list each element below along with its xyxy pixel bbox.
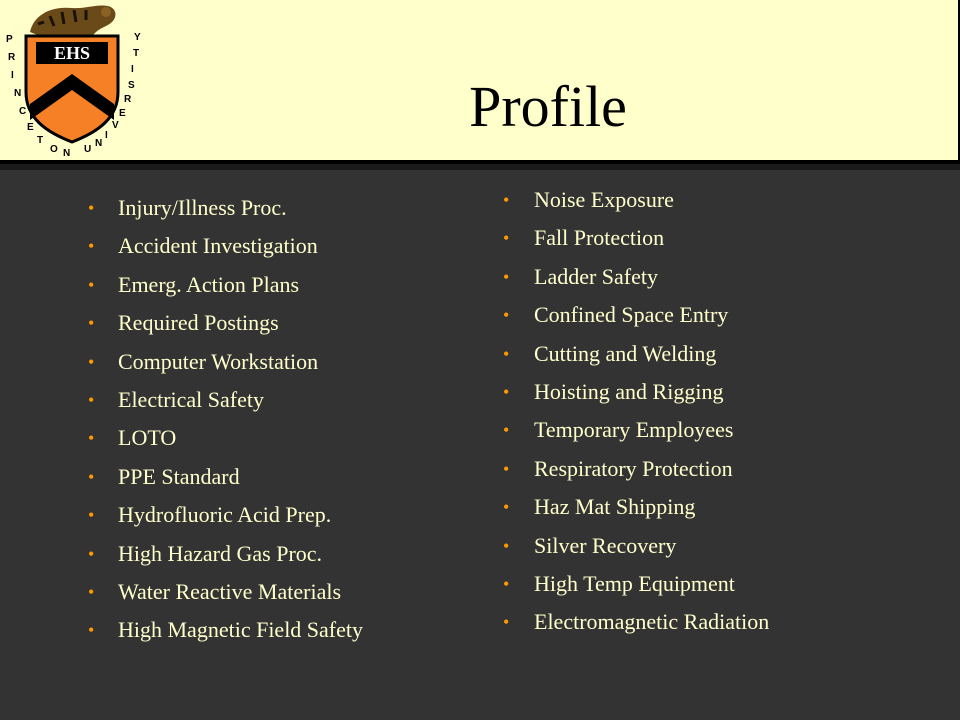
list-item <box>88 573 363 611</box>
bullet-icon: • <box>88 505 95 526</box>
bullet-icon: • <box>503 228 510 249</box>
list-item-label: Injury/Illness Proc. <box>118 195 287 220</box>
list-item-label: Ladder Safety <box>534 263 658 289</box>
list-item <box>503 411 769 449</box>
bullet-icon: • <box>88 236 95 257</box>
list-item <box>503 603 769 641</box>
svg-text:R: R <box>124 94 132 105</box>
svg-text:I: I <box>131 64 134 75</box>
right-bullet-list <box>503 181 769 642</box>
bullet-icon: • <box>503 420 510 441</box>
list-item <box>88 458 363 496</box>
svg-text:E: E <box>27 122 34 133</box>
list-item-label: Noise Exposure <box>534 187 674 212</box>
svg-text:N: N <box>63 148 71 159</box>
bullet-icon: • <box>88 620 95 641</box>
list-item <box>503 335 769 373</box>
bullet-icon: • <box>503 305 510 326</box>
svg-text:N: N <box>14 88 22 99</box>
logo-badge-text: EHS <box>53 43 91 63</box>
list-item-label: High Hazard Gas Proc. <box>118 540 323 566</box>
list-item <box>88 266 363 304</box>
bullet-icon: • <box>88 389 95 410</box>
list-item <box>503 527 769 565</box>
list-item <box>503 258 769 296</box>
list-item <box>88 227 363 265</box>
svg-text:N: N <box>95 138 103 149</box>
list-item-label: Electromagnetic Radiation <box>534 609 770 635</box>
bullet-icon: • <box>88 351 95 372</box>
svg-text:U: U <box>84 144 92 155</box>
list-item <box>88 189 363 227</box>
bullet-icon: • <box>503 535 510 556</box>
svg-text:Y: Y <box>134 32 141 43</box>
tiger-icon <box>30 6 115 36</box>
list-item <box>88 535 363 573</box>
list-item-label: Fall Protection <box>534 225 665 251</box>
list-item-label: Confined Space Entry <box>534 302 729 328</box>
list-item <box>88 611 363 649</box>
svg-text:I: I <box>11 70 14 81</box>
list-item-label: Water Reactive Materials <box>118 578 342 604</box>
bullet-icon: • <box>503 573 510 594</box>
svg-text:R: R <box>8 52 16 63</box>
list-item <box>503 373 769 411</box>
list-item-label: Respiratory Protection <box>534 455 733 481</box>
list-item <box>88 419 363 457</box>
list-item-label: High Magnetic Field Safety <box>118 617 364 643</box>
bullet-icon: • <box>88 466 95 487</box>
bullet-icon: • <box>503 190 510 210</box>
list-item-label: LOTO <box>118 425 177 451</box>
list-item <box>88 496 363 534</box>
list-item-label: Computer Workstation <box>118 348 319 374</box>
svg-text:O: O <box>50 144 58 155</box>
left-bullet-list <box>88 189 363 650</box>
bullet-icon: • <box>503 381 510 402</box>
bullet-icon: • <box>503 497 510 518</box>
list-item-label: Required Postings <box>118 310 279 336</box>
list-item <box>503 565 769 603</box>
svg-text:E: E <box>119 108 126 119</box>
list-item <box>503 450 769 488</box>
title-bar <box>0 0 960 164</box>
list-item <box>503 488 769 526</box>
list-item-label: Hydrofluoric Acid Prep. <box>118 502 332 528</box>
list-item-label: Hoisting and Rigging <box>534 378 724 404</box>
list-item <box>503 219 769 257</box>
list-item-label: PPE Standard <box>118 463 240 489</box>
list-item <box>88 381 363 419</box>
list-item-label: Silver Recovery <box>534 532 677 558</box>
svg-text:P: P <box>6 34 13 45</box>
list-item-label: Temporary Employees <box>534 417 734 443</box>
bullet-icon: • <box>88 543 95 564</box>
svg-text:S: S <box>128 80 135 91</box>
bullet-icon: • <box>503 266 510 287</box>
bullet-icon: • <box>503 612 510 633</box>
bullet-icon: • <box>503 343 510 364</box>
bullet-icon: • <box>503 458 510 479</box>
list-item-label: Electrical Safety <box>118 386 264 412</box>
bullet-icon: • <box>88 581 95 602</box>
svg-text:C: C <box>19 106 27 117</box>
list-item-label: Cutting and Welding <box>534 340 717 366</box>
bullet-icon: • <box>88 198 95 218</box>
list-item-label: Haz Mat Shipping <box>534 494 696 520</box>
list-item <box>503 181 769 219</box>
list-item <box>88 343 363 381</box>
list-item-label: High Temp Equipment <box>534 570 735 596</box>
bullet-icon: • <box>88 274 95 295</box>
bullet-icon: • <box>88 313 95 334</box>
svg-text:I: I <box>105 130 108 141</box>
list-item-label: Accident Investigation <box>118 233 318 259</box>
bullet-icon: • <box>88 428 95 449</box>
list-item <box>88 304 363 342</box>
slide-title: Profile <box>469 74 627 139</box>
list-item <box>503 296 769 334</box>
list-item-label: Emerg. Action Plans <box>118 271 300 297</box>
svg-text:V: V <box>112 120 119 131</box>
svg-text:T: T <box>37 135 44 146</box>
svg-text:T: T <box>133 48 140 59</box>
